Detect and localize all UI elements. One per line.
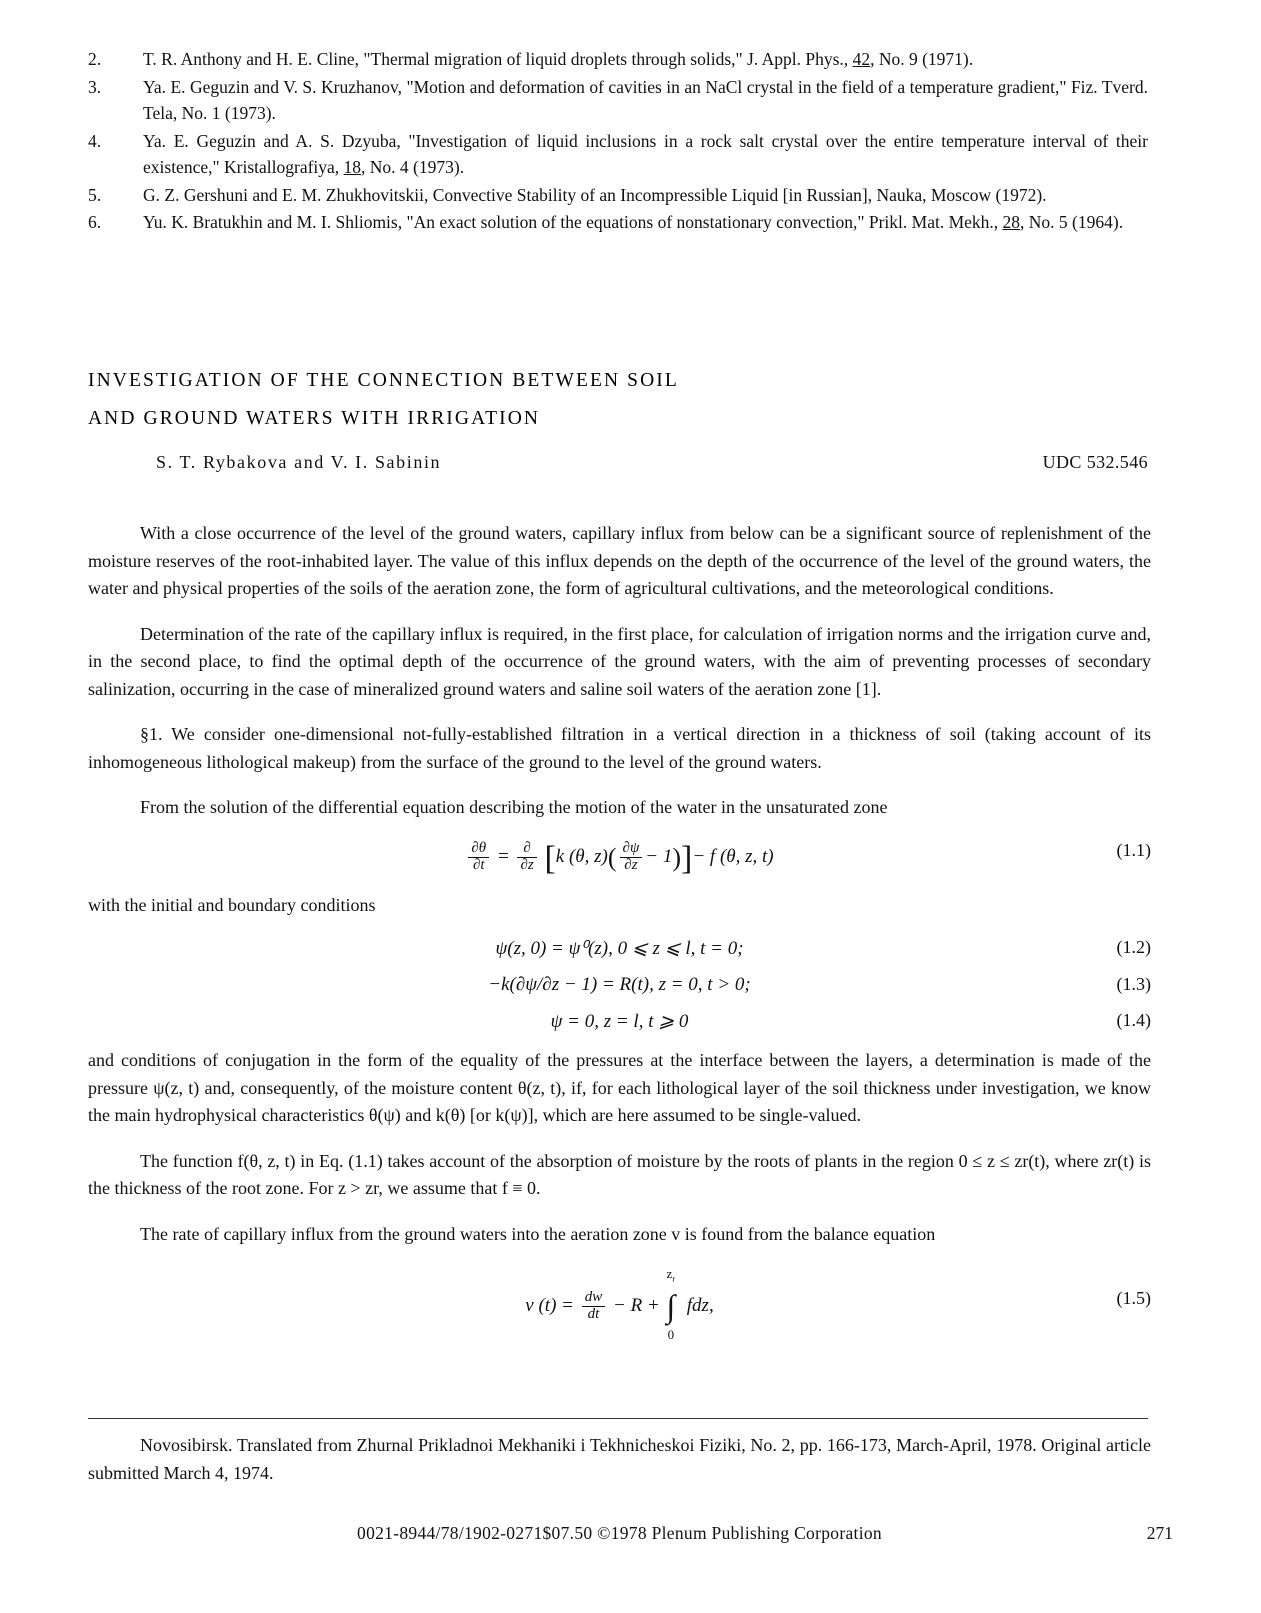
reference-text-part: Ya. E. Geguzin and A. S. Dzyuba, "Investigation of liquid inclusions in a rock salt crystal over the entire temperature interval of their existence," Kristallografiya, <box>143 130 1148 177</box>
equation-body: $\frac{\partial\theta}{\partial t}$ = $\frac{\partial}{\partial z}$ [k (θ, z)( $\frac{\partial\psi}{\partial z}$ − 1)]− f (θ, z, t) <box>465 840 773 878</box>
equation-number: (1.2) <box>1116 937 1151 957</box>
title-line-2: AND GROUND WATERS WITH IRRIGATION <box>88 408 541 429</box>
equation-1-4 <box>88 1010 1151 1033</box>
equation-body: ψ = 0, z = l, t ⩾ 0 <box>550 1011 689 1032</box>
footnote <box>88 1432 1151 1487</box>
reference-text-part: , No. 5 (1964). <box>1020 212 1124 232</box>
reference-text-part: , No. 4 (1973). <box>361 157 465 177</box>
paragraph: The function f(θ, z, t) in Eq. (1.1) takes account of the absorption of moisture by the roots of plants in the region 0 ≤ z ≤ zr(t), where zr(t) is the thickness of the root zone. For z > zr, we assume that f ≡ 0. <box>88 1150 1151 1198</box>
list-item <box>88 209 1148 236</box>
paragraph: The rate of capillary influx from the ground waters into the aeration zone v is found from the balance equation <box>140 1223 936 1244</box>
reference-text <box>143 209 1148 236</box>
equation-body: ψ(z, 0) = ψ⁰(z), 0 ⩽ z ⩽ l, t = 0; <box>495 938 744 959</box>
equation-number: (1.4) <box>1116 1010 1151 1030</box>
imprint <box>88 1523 1151 1544</box>
reference-text: G. Z. Gershuni and E. M. Zhukhovitskii, Convective Stability of an Incompressible Liquid [in Russian], Nauka, Moscow (1972). <box>143 184 1047 205</box>
udc-code: UDC 532.546 <box>1042 452 1148 472</box>
reference-number: 3. <box>88 76 102 97</box>
paragraph: §1. We consider one-dimensional not-fully-established filtration in a vertical direction in a thickness of soil (taking account of its inhomogeneous lithological makeup) from the surface of the ground to the level of the ground waters. <box>88 724 1151 772</box>
equation-1-1 <box>88 840 1151 878</box>
reference-number: 6. <box>88 212 102 232</box>
imprint-text: 0021-8944/78/1902-0271$07.50 ©1978 Plenum Publishing Corporation <box>357 1523 882 1543</box>
author-names: S. T. Rybakova and V. I. Sabinin <box>156 452 442 472</box>
paragraph: With a close occurrence of the level of the ground waters, capillary influx from below can be a significant source of replenishment of the moisture reserves of the root-inhabited layer. The value of this influx depends on the depth of the occurrence of the level of the ground waters, the water and physical properties of the soils of the aeration zone, the form of agricultural cultivations, and the meteorological conditions. <box>88 523 1151 598</box>
reference-volume: 42 <box>852 49 871 69</box>
list-item <box>88 74 1148 127</box>
paragraph: From the solution of the differential equation describing the motion of the water in the unsaturated zone <box>140 797 888 817</box>
reference-number: 4. <box>88 130 102 151</box>
paragraph: Determination of the rate of the capillary influx is required, in the first place, for calculation of irrigation norms and the irrigation curve and, in the second place, to find the optimal depth of the occurrence of the ground waters, with the aim of preventing processes of secondary salinization, occurring in the case of mineralized ground waters and saline soil waters of the aeration zone [1]. <box>88 623 1151 699</box>
reference-text: Ya. E. Geguzin and V. S. Kruzhanov, "Motion and deformation of cavities in an NaCl crystal in the field of a temperature gradient," Fiz. Tverd. Tela, No. 1 (1973). <box>143 76 1148 123</box>
page-number: 271 <box>1146 1523 1173 1543</box>
authors-row <box>88 452 1148 473</box>
paragraph: and conditions of conjugation in the form of the equality of the pressures at the interface between the layers, a determination is made of the pressure ψ(z, t) and, consequently, of the moisture content θ(z, t), if, for each lithological layer of the soil thickness under investigation, we know the main hydrophysical characteristics θ(ψ) and k(θ) [or k(ψ)], which are here assumed to be single-valued. <box>88 1050 1151 1125</box>
equation-1-5 <box>88 1266 1151 1342</box>
reference-text-part: , No. 9 (1971). <box>870 49 974 69</box>
equation-number: (1.1) <box>1116 839 1151 860</box>
equation-number: (1.3) <box>1116 974 1151 994</box>
footer-divider <box>88 1418 1148 1419</box>
paragraph: with the initial and boundary conditions <box>88 894 376 915</box>
title-line-1: INVESTIGATION OF THE CONNECTION BETWEEN SOIL <box>88 370 679 391</box>
article-body <box>88 520 1151 1355</box>
equation-body: v (t) = $\frac{dw}{dt}$ − R + $z_r$ ∫ 0 fdz, <box>525 1266 714 1342</box>
reference-volume: 18 <box>343 157 362 177</box>
reference-text-part: Yu. K. Bratukhin and M. I. Shliomis, "An exact solution of the equations of nonstationary convection," Prikl. Mat. Mekh., <box>143 212 1003 232</box>
footnote-text: Novosibirsk. Translated from Zhurnal Prikladnoi Mekhaniki i Tekhnicheskoi Fiziki, No. 2, pp. 166-173, March-April, 1978. Original article submitted March 4, 1974. <box>88 1435 1151 1483</box>
reference-number: 2. <box>88 49 102 69</box>
equation-number: (1.5) <box>1116 1288 1151 1308</box>
list-item <box>88 46 1148 73</box>
equation-body: −k(∂ψ/∂z − 1) = R(t), z = 0, t > 0; <box>488 974 751 995</box>
reference-text <box>143 46 1148 73</box>
page-title <box>88 362 1148 438</box>
reference-list <box>88 46 1148 237</box>
reference-text-part: T. R. Anthony and H. E. Cline, "Thermal migration of liquid droplets through solids," J. Appl. Phys., <box>143 49 853 69</box>
equation-1-2 <box>88 937 1151 960</box>
reference-text <box>143 128 1148 181</box>
reference-number: 5. <box>88 184 102 205</box>
reference-volume: 28 <box>1002 212 1021 232</box>
equation-1-3 <box>88 974 1151 996</box>
list-item <box>88 128 1148 181</box>
list-item <box>88 182 1148 209</box>
